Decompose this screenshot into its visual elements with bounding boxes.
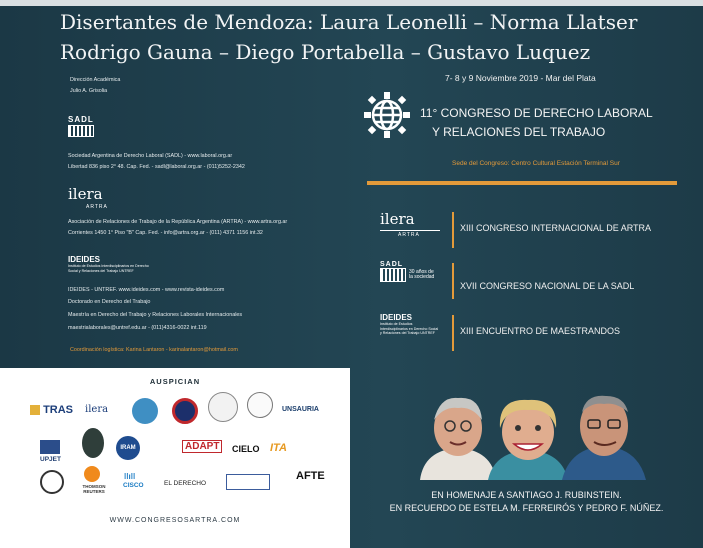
artra-line-1: Asociación de Relaciones de Trabajo de la República Argentina (ARTRA) - www.artra.org.ar — [68, 219, 288, 225]
event-divider — [452, 212, 454, 248]
event-divider — [452, 263, 454, 299]
sponsor-coat-of-arms-icon — [208, 392, 238, 422]
sponsor-tras-label: TRAS — [43, 404, 74, 416]
cisco-bars-icon: ǀǀıǀǀ — [124, 472, 136, 481]
event-row-sadl — [380, 261, 680, 301]
speakers-line-2: Rodrigo Gauna – Diego Portabella – Gustavo Luquez — [60, 40, 591, 64]
top-border — [0, 0, 703, 6]
homage-line-1: EN HOMENAJE A SANTIAGO J. RUBINSTEIN. — [431, 490, 622, 500]
ilera-event-logo — [380, 210, 448, 250]
ideides-event-logo — [380, 313, 448, 353]
ideides-event-logo-text: IDEIDES — [380, 313, 413, 322]
sadl-logo-text: SADL — [68, 115, 94, 124]
sadl-line-1: Sociedad Argentina de Derecho Laboral (SADL) - www.laboral.org.ar — [68, 153, 233, 159]
sponsor-unsauria: UNSAURIA — [282, 406, 319, 413]
direccion-label: Dirección Académica — [70, 77, 121, 83]
sede-line: Sede del Congreso: Centro Cultural Estación Terminal Sur — [452, 160, 620, 167]
thomson-reuters-dots-icon — [84, 466, 100, 482]
homage-line-2: EN RECUERDO DE ESTELA M. FERREIRÓS Y PEDRO F. NÚÑEZ. — [389, 503, 664, 513]
sponsor-ita: ITA — [270, 442, 287, 454]
ideides-line-2: Doctorado en Derecho del Trabajo — [68, 299, 151, 305]
sponsor-blue-box-icon — [226, 474, 270, 490]
sadl-logo — [68, 115, 94, 137]
artra-line-2: Corrientes 1450 1° Piso "B" Cap. Fed. - info@artra.org.ar - (011) 4371 1156 int.32 — [68, 230, 263, 236]
event-divider — [452, 315, 454, 351]
event-date: 7- 8 y 9 Noviembre 2019 - Mar del Plata — [445, 73, 596, 83]
sponsor-round-blue-icon — [132, 398, 158, 424]
sponsor-ilera: ilera — [85, 404, 109, 415]
event-row-ideides — [380, 313, 680, 353]
direccion-name: Julio A. Grisolia — [70, 88, 108, 94]
congreso-title-1: 11° CONGRESO DE DERECHO LABORAL — [420, 106, 653, 120]
congreso-title-2: Y RELACIONES DEL TRABAJO — [432, 125, 606, 139]
sadl-event-logo-sub: 30 años de la sociedad — [409, 268, 435, 280]
ilera-event-underline — [380, 230, 440, 231]
sadl-columns-icon — [68, 125, 94, 137]
ideides-logo-sub: Instituto de Estudios Interdisciplinarios en Derecho Social y Relaciones del Trabajo UNTREF — [68, 264, 149, 273]
tras-mark-icon — [30, 405, 40, 415]
sponsor-cielo: CIELO — [232, 444, 260, 454]
sponsor-adapt: ADAPT — [182, 440, 222, 453]
sadl-event-columns-icon — [380, 268, 406, 282]
ilera-logo-text: ilera — [68, 185, 103, 203]
ideides-line-4: maestrialaborales@untref.edu.ar - (011)4316-0022 int.119 — [68, 325, 207, 331]
face-left — [420, 398, 496, 480]
gear-globe-icon — [362, 90, 412, 140]
sponsor-cisco: CISCO — [123, 482, 144, 489]
sponsor-upjet: UPJET — [40, 456, 61, 463]
ilera-event-logo-text: ilera — [380, 210, 415, 228]
ideides-logo-text: IDEIDES — [68, 255, 101, 264]
sponsor-dark-badge-icon — [82, 428, 104, 458]
speakers-line-1: Disertantes de Mendoza: Laura Leonelli – Norma Llatser — [60, 10, 638, 34]
event-label: XIII CONGRESO INTERNACIONAL DE ARTRA — [460, 223, 652, 233]
event-label: XIII ENCUENTRO DE MAESTRANDOS — [460, 326, 621, 336]
face-right — [562, 396, 646, 480]
ideides-line-3: Maestría en Derecho del Trabajo y Relaciones Laborales Internacionales — [68, 312, 243, 318]
sponsor-round-outline-icon — [40, 470, 64, 494]
orange-divider — [367, 181, 677, 185]
sponsor-thomson-reuters: THOMSON REUTERS — [82, 484, 106, 494]
sadl-event-logo — [380, 261, 448, 301]
ideides-logo — [68, 255, 158, 273]
artra-event-logo-text: ARTRA — [398, 232, 420, 238]
sponsor-afte: AFTE — [296, 470, 325, 482]
honorees-caricature-image — [410, 392, 650, 480]
sponsor-round-seal-icon — [172, 398, 198, 424]
ilera-artra-logo — [68, 185, 108, 210]
face-middle — [488, 400, 568, 480]
event-row-artra — [380, 210, 680, 250]
event-label: XVII CONGRESO NACIONAL DE LA SADL — [460, 281, 635, 291]
ideides-event-logo-sub: Instituto de Estudios Interdisciplinarios en Derecho Social y Relaciones del Trabajo UNTREF — [380, 322, 439, 335]
website-link[interactable]: WWW.CONGRESOSARTRA.COM — [109, 517, 241, 524]
sponsors-title: AUSPICIAN — [149, 377, 201, 386]
ideides-line-1: IDEIDES - UNTREF. www.ideides.com - www.revista-ideides.com — [68, 287, 225, 293]
sponsor-iram: IRAM — [116, 436, 140, 460]
sponsor-tras — [30, 404, 73, 416]
sadl-event-logo-text: SADL — [380, 261, 404, 268]
upjet-mark-icon — [40, 440, 60, 454]
coordinacion-line: Coordinación logística: Karina Lantaron - karinalantaron@hotmail.com — [70, 347, 238, 353]
sponsor-emblem-icon — [247, 392, 273, 418]
artra-logo-text: ARTRA — [86, 204, 108, 210]
sadl-line-2: Libertad 836 piso 2° 48. Cap. Fed. - sadl@laboral.org.ar - (011)5252-2342 — [68, 164, 245, 170]
sponsor-el-derecho: EL DERECHO — [164, 480, 207, 487]
sponsors-panel — [0, 368, 350, 548]
sadl-event-logo-body — [380, 268, 448, 282]
